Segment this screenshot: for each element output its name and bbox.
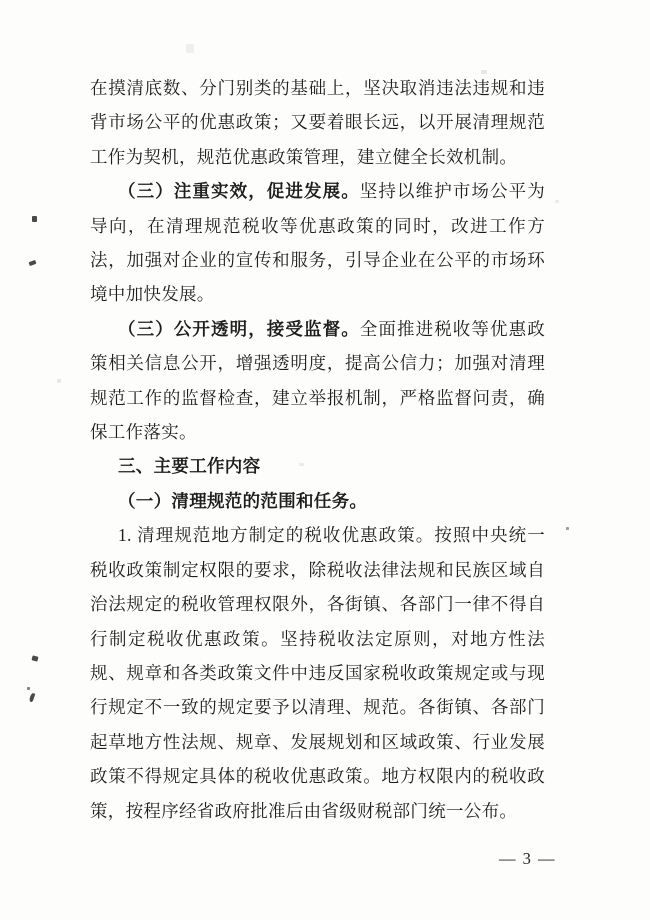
heading-text: （一）清理规范的范围和任务。 xyxy=(118,490,368,511)
paragraph-text: 坚持以维护市场公平为导向，在清理规范税收等优惠政策的同时，改进工作方法，加强对企业的宣传和服务，引导企业在公平的市场环境中加快发展。 xyxy=(90,181,545,305)
document-body xyxy=(90,71,545,828)
scan-speck xyxy=(299,463,304,466)
heading-subsection-one xyxy=(90,484,545,518)
paragraph-heading: （三）公开透明，接受监督。 xyxy=(118,318,360,339)
scan-speck xyxy=(555,200,559,203)
paragraph-continuation xyxy=(90,71,545,174)
page-number: — 3 — xyxy=(499,849,556,868)
scan-speck xyxy=(57,379,61,383)
scan-speck xyxy=(29,693,36,703)
scan-speck xyxy=(566,527,569,530)
paragraph-text: 在摸清底数、分门别类的基础上，坚决取消违法违规和违背市场公平的优惠政策；又要着眼长远，以开展清理规范工作为契机，规范优惠政策管理，建立健全长效机制。 xyxy=(90,78,545,167)
paragraph-section-three-b xyxy=(90,312,545,450)
paragraph-item-1 xyxy=(90,518,545,828)
paragraph-text: 1. 清理规范地方制定的税收优惠政策。按照中央统一税收政策制定权限的要求，除税收法律法规和民族区域自治法规定的税收管理权限外，各街镇、各部门一律不得自行制定税收优惠政策。坚持税收法定原则，对地方性法规、规章和各类政策文件中违反国家税收政策规定或与现行规定不一致的规定要予以清理、规范。各街镇、各部门起草地方性法规、规章、发展规划和区域政策、行业发展政策不得规定具体的税收优惠政策。地方权限内的税收政策，按程序经省政府批准后由省级财税部门统一公布。 xyxy=(90,525,545,821)
scan-speck xyxy=(27,687,30,690)
paragraph-heading: （三）注重实效，促进发展。 xyxy=(118,181,360,202)
scan-speck xyxy=(32,216,37,222)
paragraph-section-three-a xyxy=(90,174,545,312)
scan-speck xyxy=(29,260,37,266)
paragraph-text: 全面推进税收等优惠政策相关信息公开，增强透明度，提高公信力；加强对清理规范工作的监督检查，建立举报机制，严格监督问责，确保工作落实。 xyxy=(90,318,545,443)
scan-speck xyxy=(481,70,487,74)
heading-main-section-three xyxy=(90,449,545,483)
scan-speck xyxy=(186,44,194,53)
heading-text: 三、主要工作内容 xyxy=(118,456,261,477)
scan-speck xyxy=(31,655,38,661)
